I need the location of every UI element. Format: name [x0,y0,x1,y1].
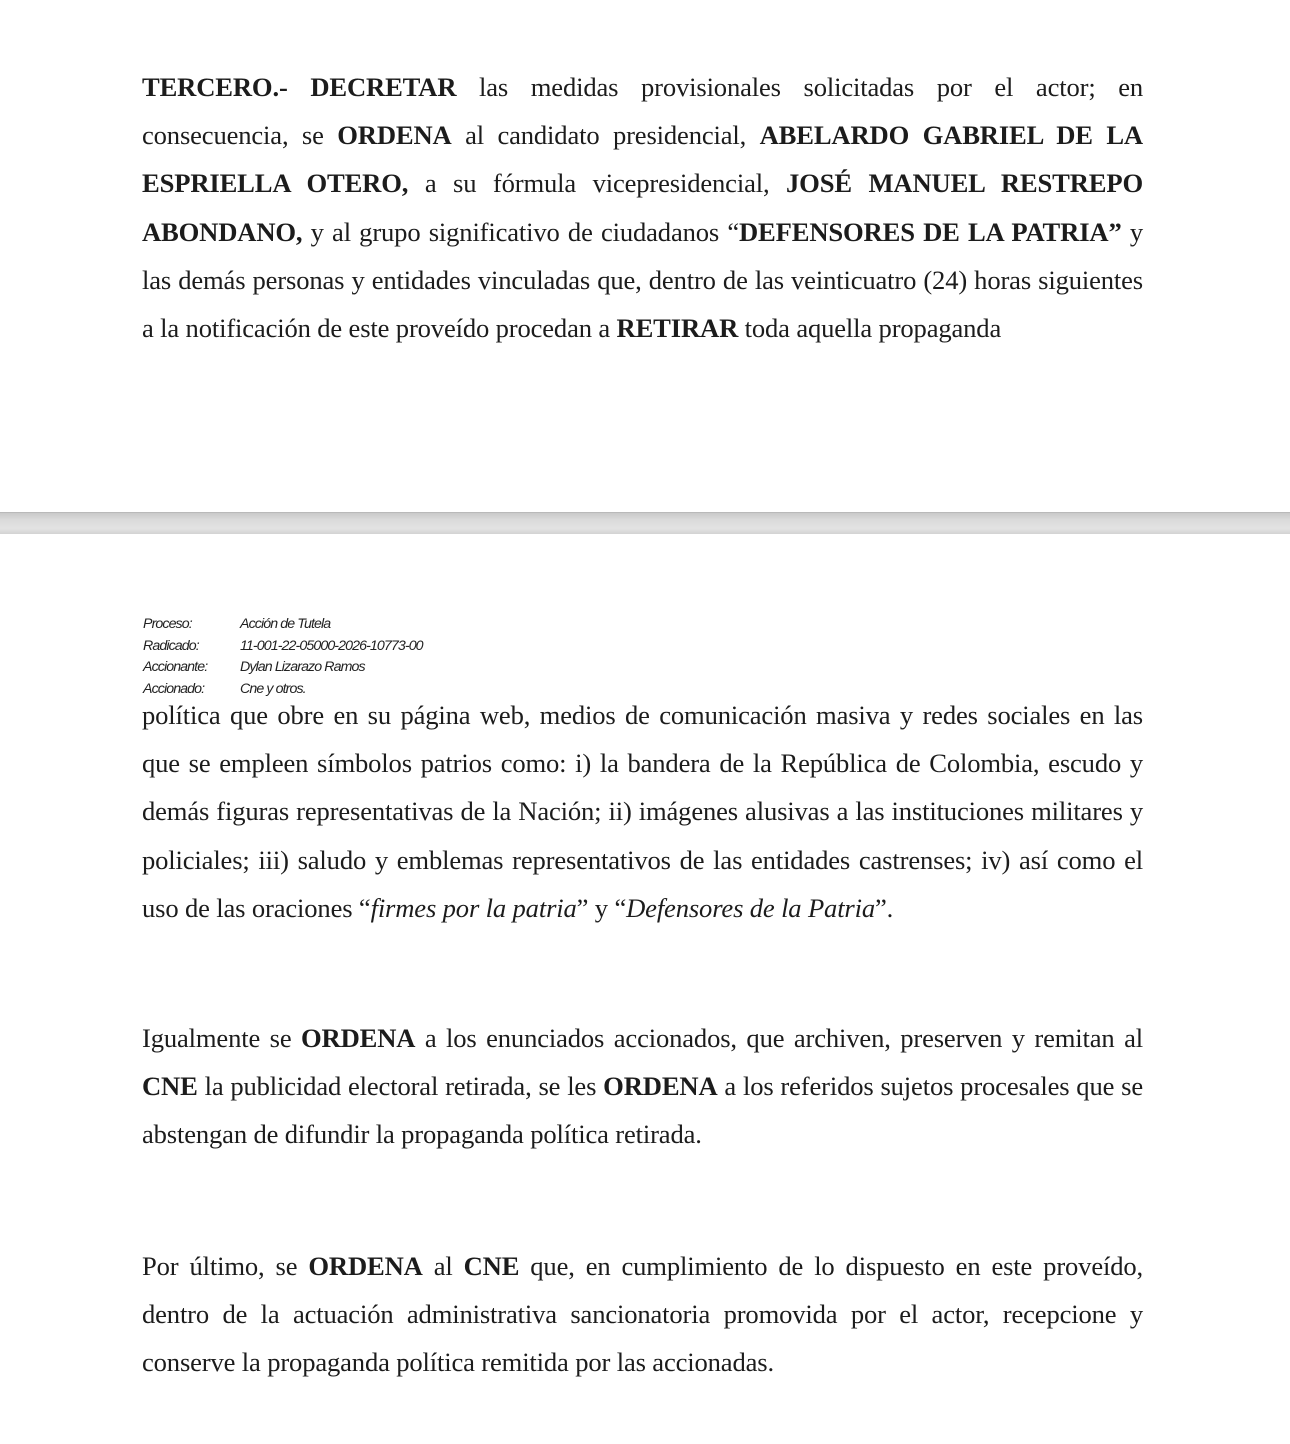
text-run: la publicidad electoral retirada, se les [197,1071,604,1102]
text-run: ” y “ [576,892,627,923]
case-header-row [143,636,423,658]
case-header [143,614,423,700]
text-run: y las demás personas y entidades vinculadas que, dentro de las veinticuatro (24) horas siguientes a la notificación de este proveído procedan a [142,216,1143,344]
paragraph-politica [142,691,1143,932]
case-header-row [143,614,423,636]
text-italic: Defensores de la Patria [626,892,876,923]
case-header-value: Acción de Tutela [240,616,331,632]
text-italic: firmes por la patria [370,892,577,923]
case-header-label: Accionante: [143,659,208,676]
text-bold: ABELARDO GABRIEL DE LA ESPRIELLA OTERO, [142,120,1143,199]
document-page-top [0,0,1290,512]
page-separator [0,512,1290,536]
text-run: Por último, se [142,1251,309,1281]
text-run: las medidas provisionales solicitadas por el actor; en consecuencia, se [142,72,1144,151]
text-run: ”. [875,892,894,923]
text-run: toda aquella propaganda [738,313,1002,344]
text-bold: ORDENA [301,1023,416,1053]
text-bold: ORDENA [337,120,452,151]
text-run: Igualmente se [142,1023,301,1053]
text-run: al candidato presidencial, [451,120,760,151]
text-run: a los referidos sujetos procesales que se abstengan de difundir la propaganda política retirada. [142,1071,1143,1150]
case-header-row [143,657,423,679]
text-bold: RETIRAR [616,313,739,344]
case-header-value: Cne y otros. [240,680,306,697]
case-header-label: Radicado: [143,637,199,654]
paragraph-igualmente [142,1014,1143,1159]
text-bold: ORDENA [603,1071,718,1102]
text-bold: ORDENA [308,1251,423,1281]
text-bold: CNE [142,1071,198,1102]
case-header-value: 11-001-22-05000-2026-10773-00 [240,637,423,654]
text-run: y al grupo significativo de ciudadanos “ [302,216,739,247]
text-run: política que obre en su página web, medios de comunicación masiva y redes sociales en las que se empleen símbolos patrios como: i) la bandera de la República de Colombia, escudo y demás figuras representativas de la Nación; ii) imágenes alusivas a las instituciones militares y policiales; iii) saludo y emblemas representativos de las entidades castrenses; iv) así como el uso de las oraciones “ [142,700,1143,923]
paragraph-ultimo [142,1242,1143,1387]
text-bold: TERCERO.- DECRETAR [142,72,457,102]
text-run: al [422,1251,464,1281]
text-bold: JOSÉ MANUEL RESTREPO ABONDANO, [142,168,1143,247]
text-bold: DEFENSORES DE LA PATRIA” [739,216,1122,247]
case-header-value: Dylan Lizarazo Ramos [240,659,365,676]
paragraph-tercero [142,63,1143,352]
case-header-label: Accionado: [143,680,205,697]
text-run: a los enunciados accionados, que archiven, preserven y remitan al [415,1023,1143,1053]
text-bold: CNE [463,1251,520,1281]
text-run: a su fórmula vicepresidencial, [408,168,787,199]
case-header-label: Proceso: [143,616,192,632]
text-run: que, en cumplimiento de lo dispuesto en este proveído, dentro de la actuación administrativa sancionatoria promovida por el actor, recepcione y conserve la propaganda política remitida por las accionadas. [142,1251,1144,1378]
